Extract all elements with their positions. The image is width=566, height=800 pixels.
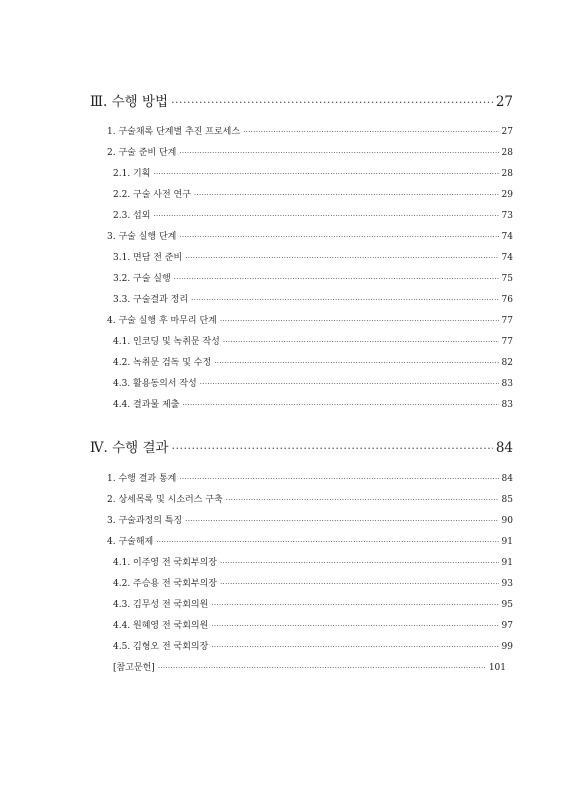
toc-entry[interactable] (113, 250, 513, 263)
entry-page: 77 (501, 337, 513, 347)
entry-page: 101 (488, 663, 506, 673)
toc-entry[interactable] (113, 166, 513, 179)
toc-entry[interactable] (107, 471, 513, 484)
section-page: 27 (495, 94, 513, 110)
section-title: Ⅲ. 수행 방법 (90, 94, 169, 110)
entry-page: 83 (501, 379, 513, 389)
entry-label: 3.3. 구술결과 정리 (113, 295, 189, 305)
dot-leader (158, 664, 486, 672)
entry-page: 91 (501, 558, 513, 568)
dot-leader (220, 559, 499, 567)
dot-leader (172, 442, 493, 455)
dot-leader (171, 96, 493, 109)
dot-leader (211, 601, 498, 609)
toc-entry[interactable] (113, 208, 513, 221)
dot-leader (185, 254, 498, 262)
toc-entry[interactable] (107, 492, 513, 505)
entry-label: 3. 구술과정의 특징 (107, 516, 183, 526)
toc-entry[interactable] (113, 555, 513, 568)
entry-label: 4.4. 원혜영 전 국회의원 (113, 621, 209, 631)
toc-entry[interactable] (113, 187, 513, 200)
toc-entry[interactable] (113, 271, 513, 284)
toc-entry[interactable] (113, 376, 513, 389)
toc-entry[interactable] (113, 355, 513, 368)
section-title: Ⅳ. 수행 결과 (90, 440, 169, 456)
toc-entry[interactable] (113, 397, 513, 410)
toc-entry[interactable] (107, 229, 513, 242)
toc-entry[interactable] (107, 313, 513, 326)
entry-page: 99 (501, 642, 513, 652)
toc-entry[interactable] (113, 334, 513, 347)
entry-label: 4.4. 결과물 제출 (113, 400, 180, 410)
entry-page: 27 (501, 127, 513, 137)
entry-page: 93 (501, 579, 513, 589)
entry-page: 74 (501, 232, 513, 242)
dot-leader (226, 496, 499, 504)
entry-label: 4.2. 녹취문 검독 및 수정 (113, 358, 212, 368)
entry-label: 3. 구술 실행 단계 (107, 232, 177, 242)
dot-leader (211, 643, 498, 651)
dot-leader (214, 359, 498, 367)
toc-entry[interactable] (113, 639, 513, 652)
entry-label: 4.3. 김무성 전 국회의원 (113, 600, 209, 610)
entry-page: 29 (501, 190, 513, 200)
toc-entry[interactable] (113, 618, 513, 631)
entry-label: 4.2. 주승용 전 국회부의장 (113, 579, 218, 589)
dot-leader (174, 275, 499, 283)
toc-entry[interactable] (107, 124, 513, 137)
entry-label: 2.1. 기획 (113, 169, 151, 179)
toc-entry[interactable] (107, 513, 513, 526)
dot-leader (179, 475, 498, 483)
dot-leader (156, 538, 498, 546)
entry-label: 2. 상세목록 및 시소러스 구축 (107, 495, 223, 505)
dot-leader (243, 128, 498, 136)
entry-label: 4.1. 인코딩 및 녹취문 작성 (113, 337, 220, 347)
entry-page: 95 (501, 600, 513, 610)
dot-leader (220, 317, 499, 325)
entry-page: 91 (501, 537, 513, 547)
dot-leader (185, 517, 498, 525)
toc-entry[interactable] (107, 534, 513, 547)
entry-label: 1. 구술채록 단계별 추진 프로세스 (107, 127, 241, 137)
section-page: 84 (495, 440, 513, 456)
dot-leader (179, 149, 498, 157)
dot-leader (179, 233, 498, 241)
entry-label: 2. 구술 준비 단계 (107, 148, 177, 158)
entry-label: 4.5. 김형오 전 국회의장 (113, 642, 209, 652)
dot-leader (153, 170, 498, 178)
dot-leader (220, 580, 499, 588)
dot-leader (194, 191, 499, 199)
toc-section-4[interactable] (90, 436, 513, 456)
dot-leader (223, 338, 499, 346)
dot-leader (182, 401, 498, 409)
entry-page: 83 (501, 400, 513, 410)
entry-page: 73 (501, 211, 513, 221)
entry-label: 2.3. 섭외 (113, 211, 151, 221)
dot-leader (200, 380, 499, 388)
entry-page: 74 (501, 253, 513, 263)
dot-leader (191, 296, 498, 304)
entry-label: 4.3. 활용동의서 작성 (113, 379, 197, 389)
entry-label: 3.2. 구술 실행 (113, 274, 171, 284)
dot-leader (211, 622, 498, 630)
entry-page: 82 (501, 358, 513, 368)
entry-label: [참고문헌] (113, 663, 155, 673)
entry-page: 77 (501, 316, 513, 326)
toc-entry-references[interactable] (113, 660, 506, 673)
entry-page: 28 (501, 148, 513, 158)
entry-label: 4. 구술 실행 후 마무리 단계 (107, 316, 217, 326)
entry-label: 2.2. 구술 사전 연구 (113, 190, 191, 200)
entry-page: 85 (501, 495, 513, 505)
entry-page: 76 (501, 295, 513, 305)
entry-label: 1. 수행 결과 통계 (107, 474, 177, 484)
toc-entry[interactable] (113, 597, 513, 610)
entry-page: 75 (501, 274, 513, 284)
toc-entry[interactable] (113, 292, 513, 305)
entry-page: 28 (501, 169, 513, 179)
entry-label: 4.1. 이주영 전 국회부의장 (113, 558, 218, 568)
entry-label: 4. 구술해제 (107, 537, 154, 547)
toc-entry[interactable] (113, 576, 513, 589)
entry-page: 97 (501, 621, 513, 631)
entry-page: 90 (501, 516, 513, 526)
entry-label: 3.1. 면담 전 준비 (113, 253, 183, 263)
toc-section-3[interactable] (90, 90, 513, 110)
toc-entry[interactable] (107, 145, 513, 158)
entry-page: 84 (501, 474, 513, 484)
dot-leader (153, 212, 498, 220)
